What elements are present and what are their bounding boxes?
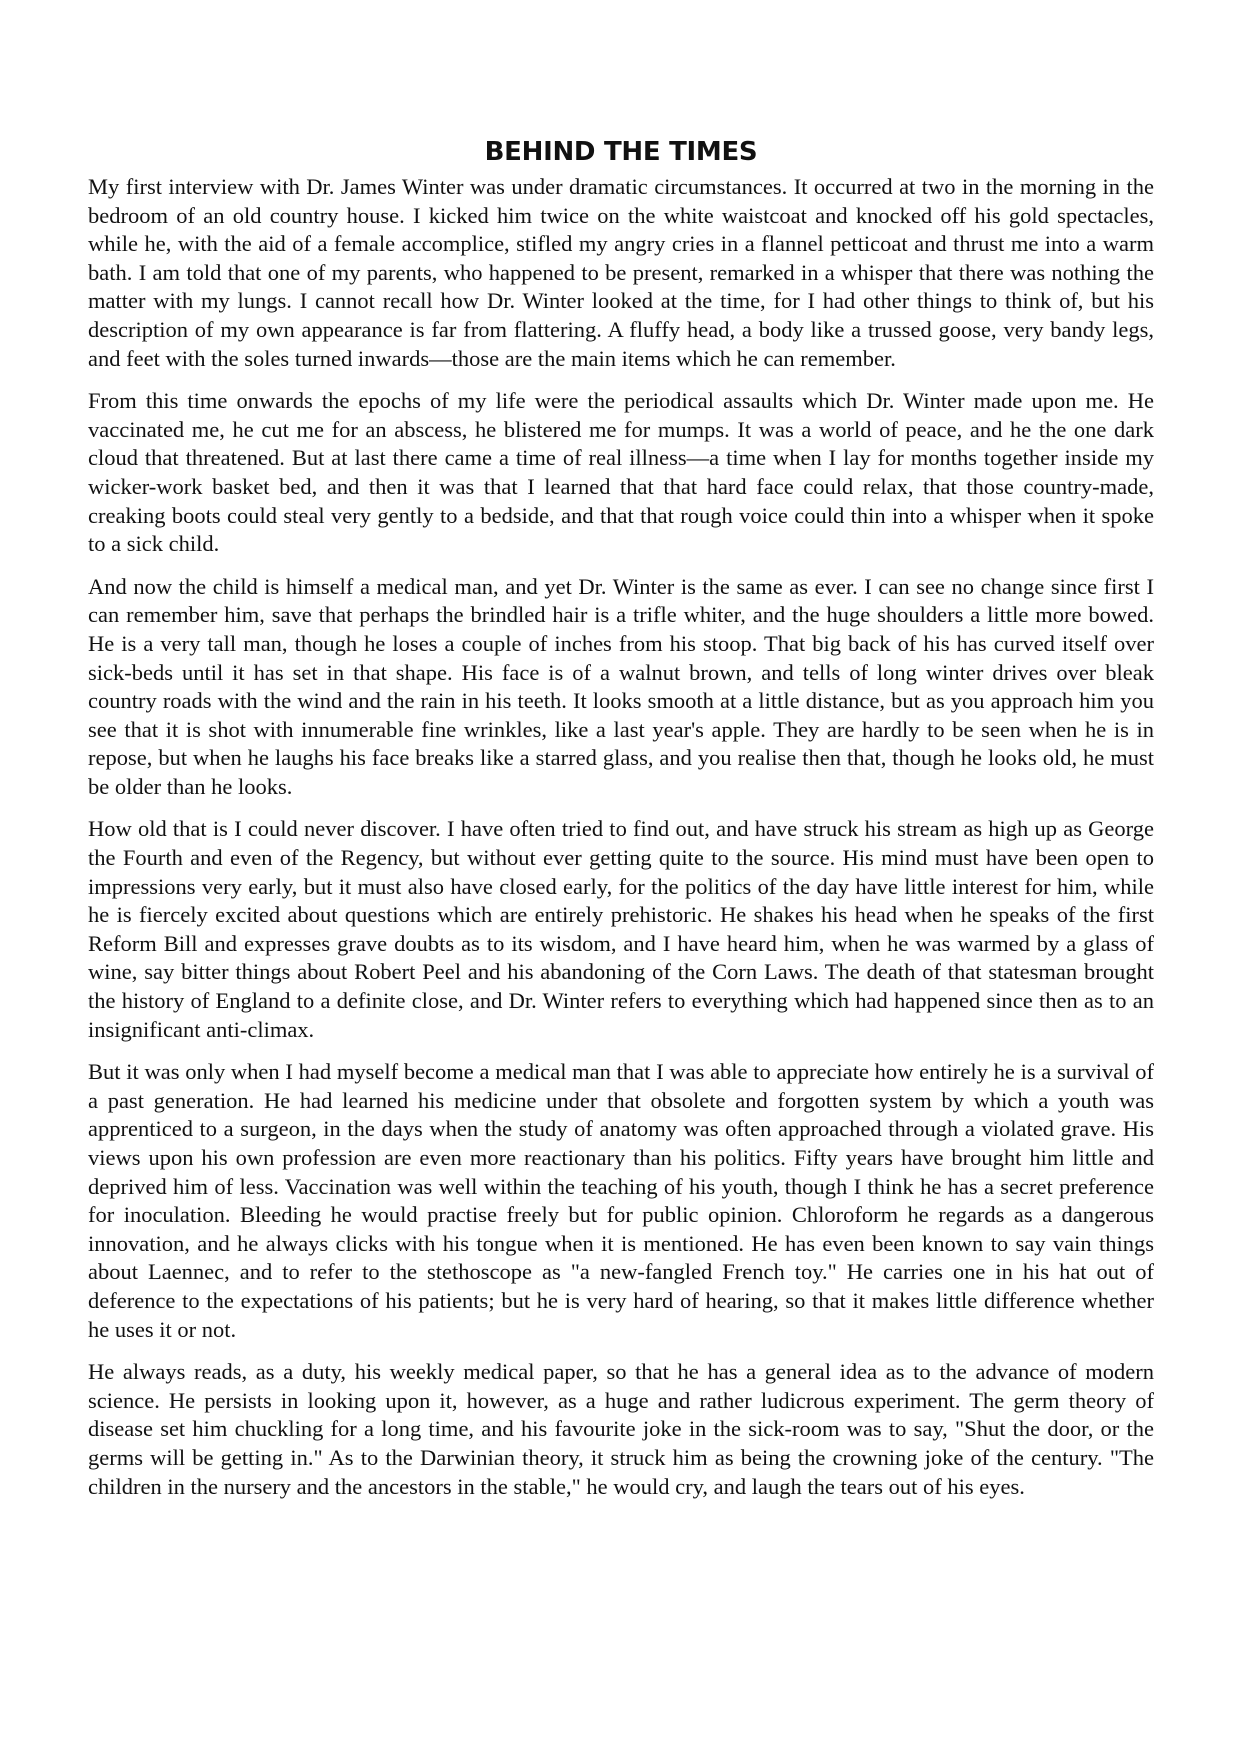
document-page	[88, 134, 1154, 1515]
paragraph-5: But it was only when I had myself become a medical man that I was able to appreciate how entirely he is a survival of a past generation. He had learned his medicine under that obsolete and forgotten system by which a youth was apprenticed to a surgeon, in the days when the study of anatomy was often approached through a violated grave. His views upon his own profession are even more reactionary than his politics. Fifty years have brought him little and deprived him of less. Vaccination was well within the teaching of his youth, though I think he has a secret preference for inoculation. Bleeding he would practise freely but for public opinion. Chloroform he regards as a dangerous innovation, and he always clicks with his tongue when it is mentioned. He has even been known to say vain things about Laennec, and to refer to the stethoscope as "a new-fangled French toy." He carries one in his hat out of deference to the expectations of his patients; but he is very hard of hearing, so that it makes little difference whether he uses it or not.	[88, 1059, 1154, 1342]
paragraph-6: He always reads, as a duty, his weekly medical paper, so that he has a general idea as to the advance of modern science. He persists in looking upon it, however, as a huge and rather ludicrous experiment. The germ theory of disease set him chuckling for a long time, and his favourite joke in the sick-room was to say, "Shut the door, or the germs will be getting in." As to the Darwinian theory, it struck him as being the crowning joke of the century. "The children in the nursery and the ancestors in the stable," he would cry, and laugh the tears out of his eyes.	[88, 1359, 1154, 1499]
page-title: BEHIND THE TIMES	[484, 137, 758, 167]
paragraph-1: My first interview with Dr. James Winter was under dramatic circumstances. It occurred at two in the morning in the bedroom of an old country house. I kicked him twice on the white waistcoat and knocked off his gold spectacles, while he, with the aid of a female accomplice, stifled my angry cries in a flannel petticoat and thrust me into a warm bath. I am told that one of my parents, who happened to be present, remarked in a whisper that there was nothing the matter with my lungs. I cannot recall how Dr. Winter looked at the time, for I had other things to think of, but his description of my own appearance is far from flattering. A fluffy head, a body like a trussed goose, very bandy legs, and feet with the soles turned inwards—those are the main items which he can remember.	[88, 174, 1154, 371]
paragraph-2: From this time onwards the epochs of my life were the periodical assaults which Dr. Winter made upon me. He vaccinated me, he cut me for an abscess, he blistered me for mumps. It was a world of peace, and he the one dark cloud that threatened. But at last there came a time of real illness—a time when I lay for months together inside my wicker-work basket bed, and then it was that I learned that that hard face could relax, that those country-made, creaking boots could steal very gently to a bedside, and that that rough voice could thin into a whisper when it spoke to a sick child.	[88, 388, 1154, 557]
paragraph-3: And now the child is himself a medical man, and yet Dr. Winter is the same as ever. I can see no change since first I can remember him, save that perhaps the brindled hair is a trifle whiter, and the huge shoulders a little more bowed. He is a very tall man, though he loses a couple of inches from his stoop. That big back of his has curved itself over sick-beds until it has set in that shape. His face is of a walnut brown, and tells of long winter drives over bleak country roads with the wind and the rain in his teeth. It looks smooth at a little distance, but as you approach him you see that it is shot with innumerable fine wrinkles, like a last year's apple. They are hardly to be seen when he is in repose, but when he laughs his face breaks like a starred glass, and you realise then that, though he looks old, he must be older than he looks.	[88, 573, 1154, 799]
paragraph-4: How old that is I could never discover. I have often tried to find out, and have struck his stream as high up as George the Fourth and even of the Regency, but without ever getting quite to the source. His mind must have been open to impressions very early, but it must also have closed early, for the politics of the day have little interest for him, while he is fiercely excited about questions which are entirely prehistoric. He shakes his head when he speaks of the first Reform Bill and expresses grave doubts as to its wisdom, and I have heard him, when he was warmed by a glass of wine, say bitter things about Robert Peel and his abandoning of the Corn Laws. The death of that statesman brought the history of England to a definite close, and Dr. Winter refers to everything which had happened since then as to an insignificant anti-climax.	[88, 816, 1154, 1042]
